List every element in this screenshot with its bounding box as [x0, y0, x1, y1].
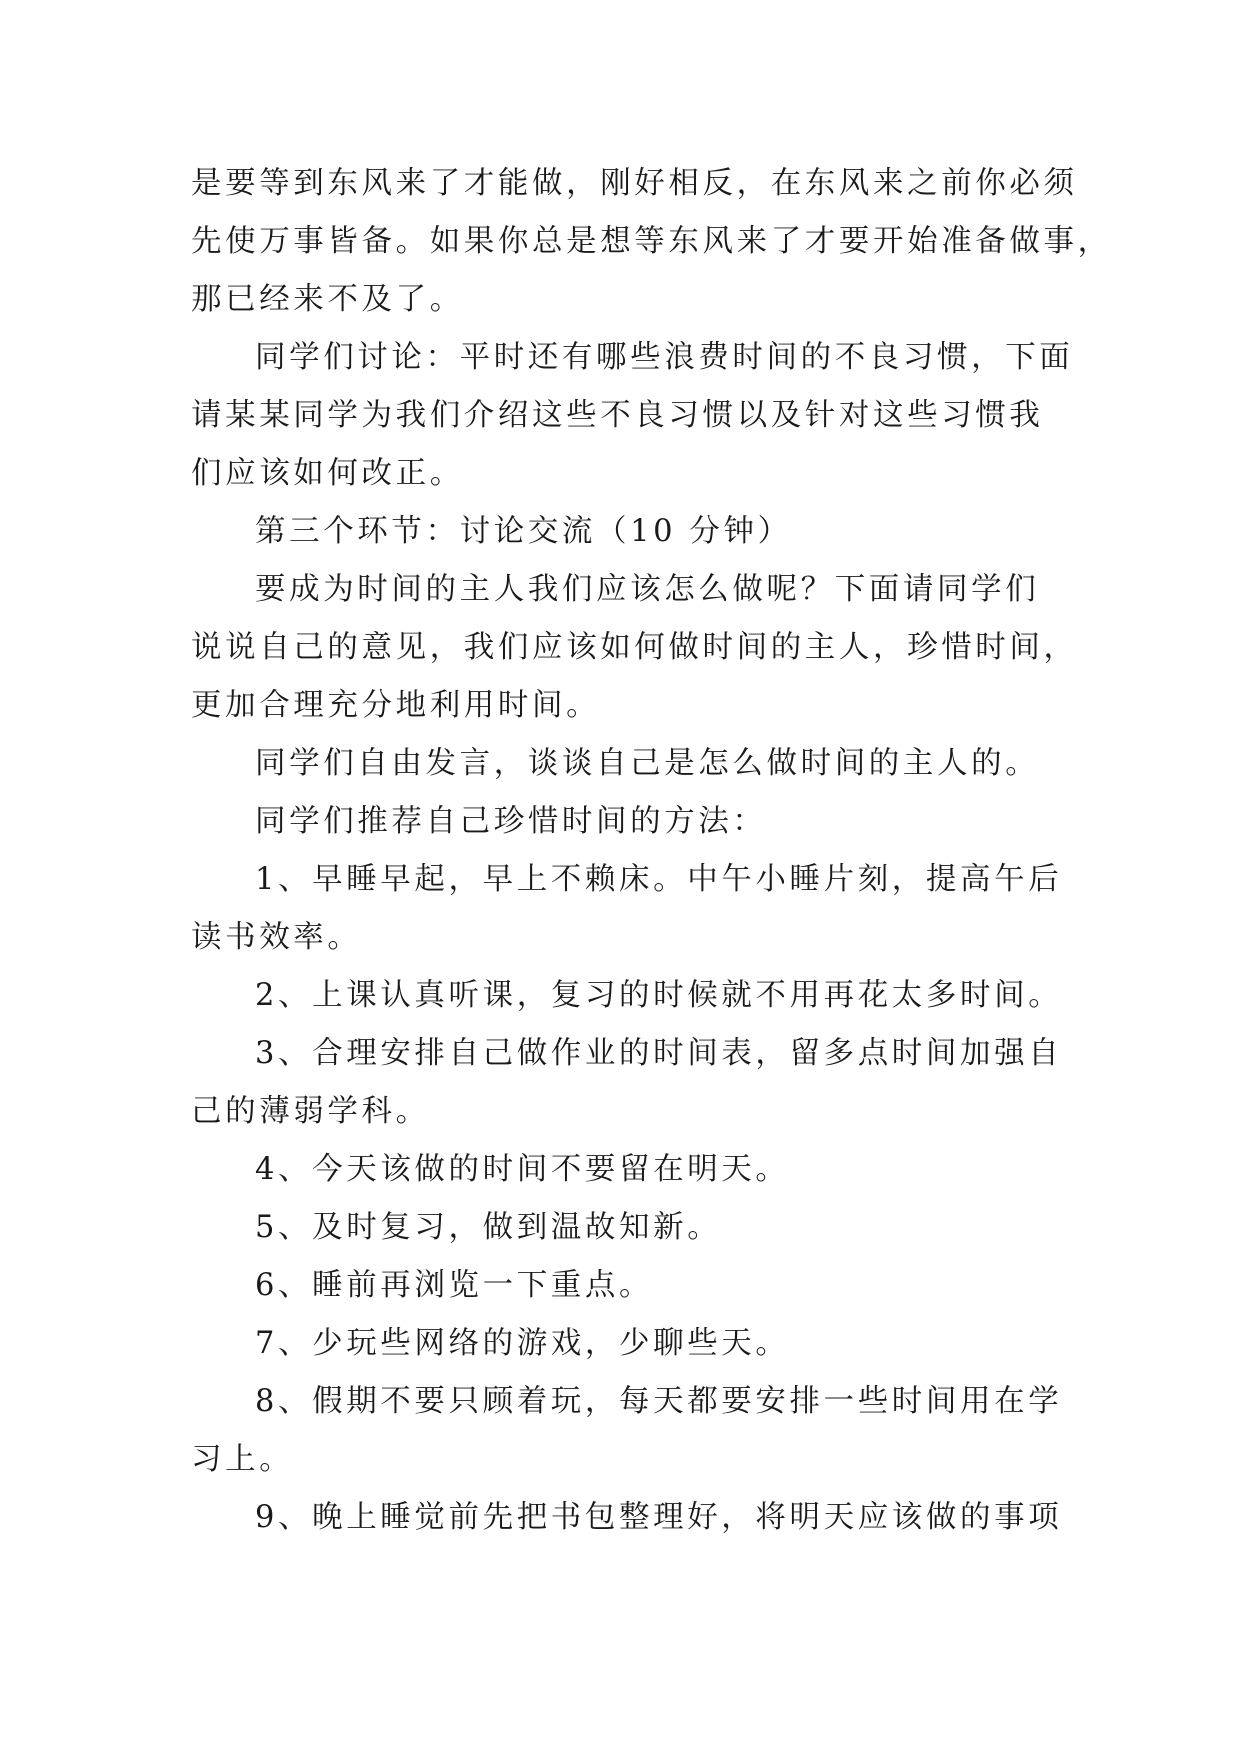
text-line: 读书效率。 [191, 920, 362, 955]
text-line: 们应该如何改正。 [191, 456, 464, 491]
list-item: 8、假期不要只顾着玩，每天都要安排一些时间用在学 [255, 1384, 1063, 1419]
text-line: 更加合理充分地利用时间。 [191, 688, 601, 723]
text-line: 那已经来不及了。 [191, 282, 464, 317]
list-item: 3、合理安排自己做作业的时间表，留多点时间加强自 [255, 1036, 1063, 1071]
text-line: 己的薄弱学科。 [191, 1094, 430, 1129]
text-line: 说说自己的意见，我们应该如何做时间的主人，珍惜时间， [191, 630, 1078, 665]
list-item: 2、上课认真听课，复习的时候就不用再花太多时间。 [255, 978, 1063, 1013]
paragraph-first-line: 同学们讨论：平时还有哪些浪费时间的不良习惯，下面 [255, 340, 1074, 375]
section-heading: 第三个环节：讨论交流（10 分钟） [255, 514, 792, 549]
list-item: 6、睡前再浏览一下重点。 [255, 1268, 654, 1303]
text-line: 习上。 [191, 1442, 294, 1477]
text-line: 是要等到东风来了才能做，刚好相反，在东风来之前你必须 [191, 166, 1078, 201]
list-item: 1、早睡早起，早上不赖床。中午小睡片刻，提高午后 [255, 862, 1063, 897]
text-line: 先使万事皆备。如果你总是想等东风来了才要开始准备做事， [191, 224, 1112, 259]
list-item: 4、今天该做的时间不要留在明天。 [255, 1152, 790, 1187]
paragraph-first-line: 要成为时间的主人我们应该怎么做呢？下面请同学们 [255, 572, 1040, 607]
text-line: 请某某同学为我们介绍这些不良习惯以及针对这些习惯我 [191, 398, 1044, 433]
paragraph-first-line: 同学们推荐自己珍惜时间的方法： [255, 804, 767, 839]
paragraph-first-line: 同学们自由发言，谈谈自己是怎么做时间的主人的。 [255, 746, 1040, 781]
list-item: 9、晚上睡觉前先把书包整理好，将明天应该做的事项 [255, 1500, 1063, 1535]
list-item: 7、少玩些网络的游戏，少聊些天。 [255, 1326, 790, 1361]
list-item: 5、及时复习，做到温故知新。 [255, 1210, 722, 1245]
